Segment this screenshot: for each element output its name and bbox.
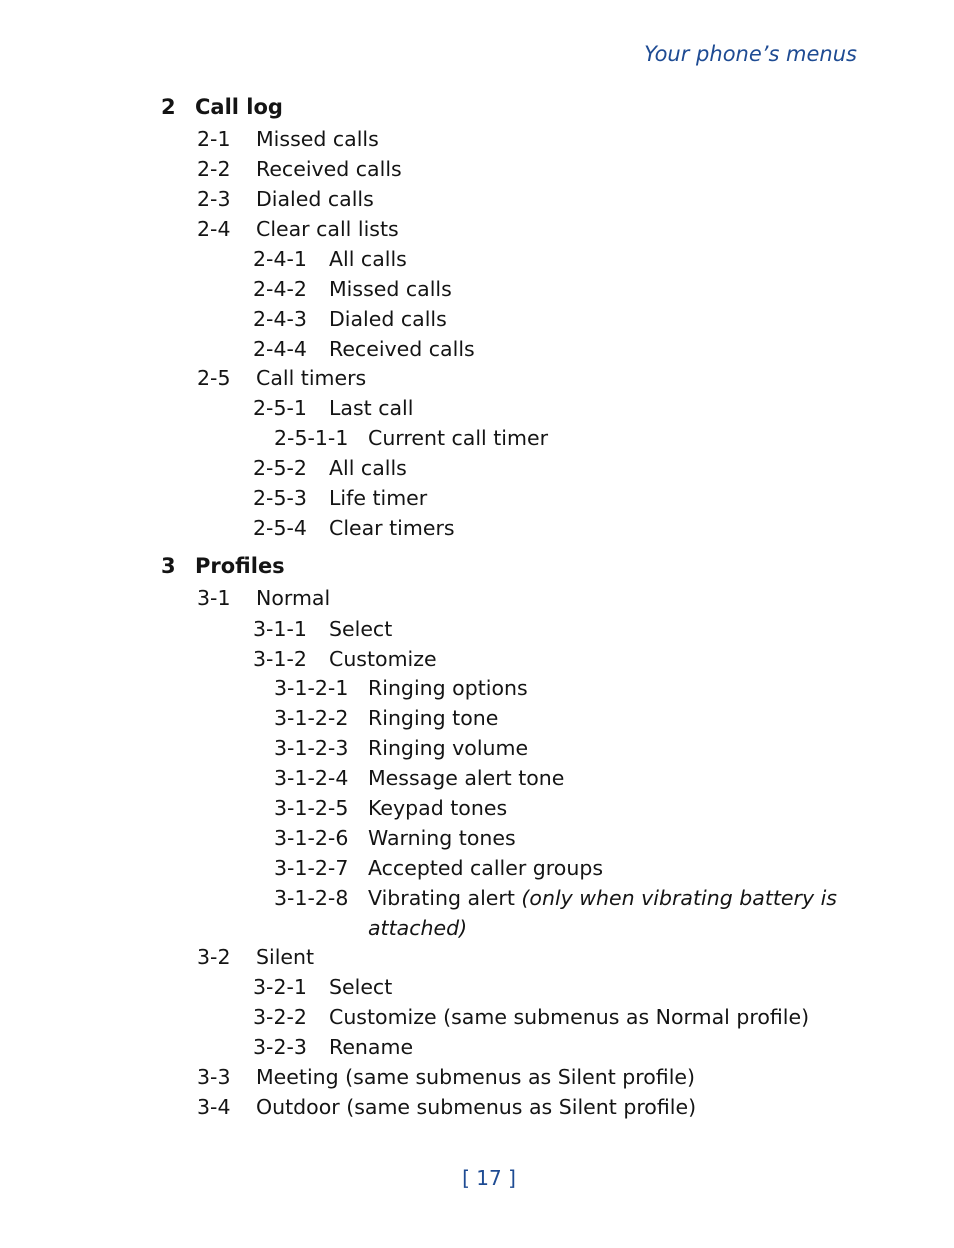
item-label: Ringing options xyxy=(368,676,528,700)
item-number: 3-1-2-4 xyxy=(274,766,349,790)
item-label: Dialed calls xyxy=(256,187,374,211)
item-label: Ringing tone xyxy=(368,706,499,730)
item-number: 2-4-4 xyxy=(253,337,307,361)
item-number: 2-5-4 xyxy=(253,516,307,540)
item-number: 3-2 xyxy=(197,945,231,969)
item-label: Life timer xyxy=(329,486,428,510)
running-header: Your phone’s menus xyxy=(644,42,857,66)
item-label: All calls xyxy=(329,456,407,480)
section-number: 3 xyxy=(161,554,176,578)
item-label: Customize xyxy=(329,647,437,671)
item-number: 3-1-2-6 xyxy=(274,826,349,850)
item-label: Keypad tones xyxy=(368,796,508,820)
item-label: Received calls xyxy=(256,157,402,181)
item-label: Select xyxy=(329,617,393,641)
item-number: 3-3 xyxy=(197,1065,231,1089)
item-number: 3-2-3 xyxy=(253,1035,307,1059)
section-title: Call log xyxy=(195,95,283,119)
item-label-with-note xyxy=(368,883,837,913)
item-number: 2-1 xyxy=(197,127,231,151)
item-number: 3-1-2-2 xyxy=(274,706,349,730)
item-label: Vibrating alert xyxy=(368,886,515,910)
item-number: 2-5-1-1 xyxy=(274,426,349,450)
item-number: 3-1 xyxy=(197,586,231,610)
item-label: Missed calls xyxy=(329,277,452,301)
item-number: 2-5-2 xyxy=(253,456,307,480)
item-number: 3-1-1 xyxy=(253,617,307,641)
item-number: 3-1-2-1 xyxy=(274,676,349,700)
item-number: 2-4 xyxy=(197,217,231,241)
item-label: All calls xyxy=(329,247,407,271)
item-number: 3-1-2-8 xyxy=(274,886,349,910)
item-label: Ringing volume xyxy=(368,736,529,760)
section-title: Profiles xyxy=(195,554,285,578)
item-label: Select xyxy=(329,975,393,999)
item-label: Missed calls xyxy=(256,127,379,151)
item-label: Accepted caller groups xyxy=(368,856,604,880)
item-label: Silent xyxy=(256,945,315,969)
item-number: 3-4 xyxy=(197,1095,231,1119)
item-number: 2-4-3 xyxy=(253,307,307,331)
item-label: Rename xyxy=(329,1035,414,1059)
item-label: Clear timers xyxy=(329,516,455,540)
item-number: 3-2-1 xyxy=(253,975,307,999)
item-number: 2-2 xyxy=(197,157,231,181)
item-number: 2-4-1 xyxy=(253,247,307,271)
item-label: Clear call lists xyxy=(256,217,399,241)
item-number: 2-4-2 xyxy=(253,277,307,301)
item-label: Warning tones xyxy=(368,826,516,850)
item-number: 3-1-2 xyxy=(253,647,307,671)
item-number: 3-1-2-7 xyxy=(274,856,349,880)
item-label: Dialed calls xyxy=(329,307,447,331)
item-number: 3-1-2-3 xyxy=(274,736,349,760)
item-label: Call timers xyxy=(256,366,367,390)
item-label: Customize (same submenus as Normal profile) xyxy=(329,1005,810,1029)
item-label: Message alert tone xyxy=(368,766,565,790)
item-number: 3-1-2-5 xyxy=(274,796,349,820)
item-note: (only when vibrating battery is xyxy=(521,886,837,910)
item-number: 2-3 xyxy=(197,187,231,211)
item-label: Last call xyxy=(329,396,414,420)
item-label: Current call timer xyxy=(368,426,548,450)
item-number: 2-5 xyxy=(197,366,231,390)
item-number: 3-2-2 xyxy=(253,1005,307,1029)
item-label: Received calls xyxy=(329,337,475,361)
section-number: 2 xyxy=(161,95,176,119)
item-number: 2-5-3 xyxy=(253,486,307,510)
item-label: Meeting (same submenus as Silent profile) xyxy=(256,1065,696,1089)
item-note-continuation: attached) xyxy=(368,916,468,940)
item-label: Normal xyxy=(256,586,331,610)
item-number: 2-5-1 xyxy=(253,396,307,420)
item-label: Outdoor (same submenus as Silent profile) xyxy=(256,1095,697,1119)
page-number: [ 17 ] xyxy=(462,1166,516,1190)
